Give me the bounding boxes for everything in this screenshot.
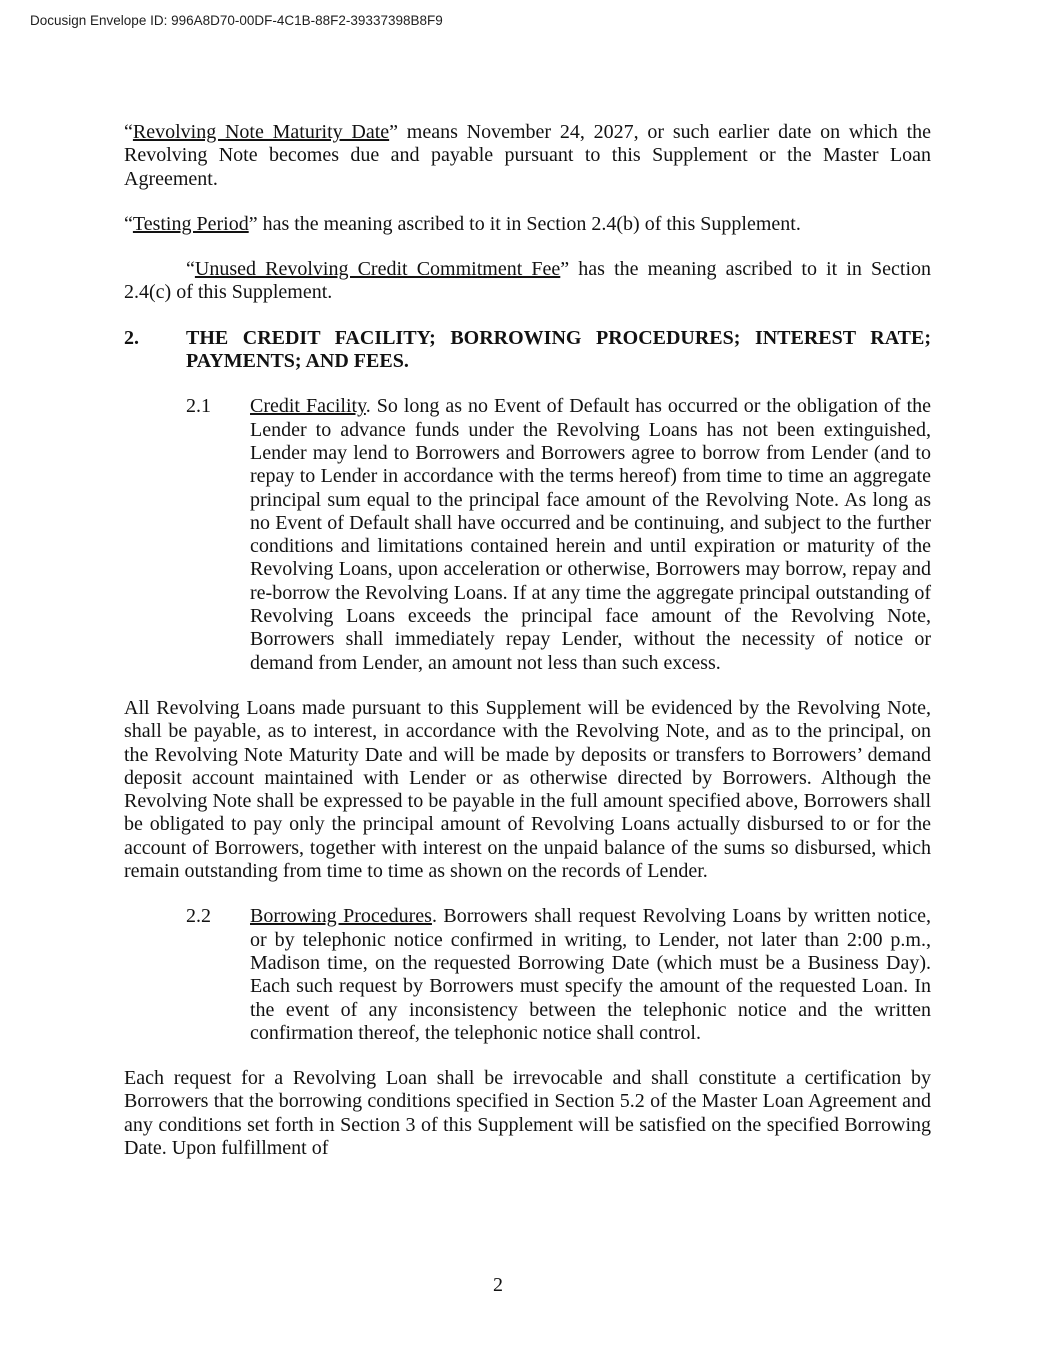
open-quote: “ xyxy=(186,258,195,281)
open-quote: “ xyxy=(124,121,133,143)
subsection-term: Borrowing Procedures xyxy=(250,905,432,928)
defined-term: Revolving Note Maturity Date xyxy=(132,121,390,143)
document-body xyxy=(124,121,931,1160)
definition-unused-revolving-credit-commitment-fee xyxy=(124,258,931,305)
subsection-number: 2.1 xyxy=(186,395,211,418)
definition-revolving-note-maturity-date xyxy=(124,121,931,191)
open-quote: “ xyxy=(124,212,133,235)
section-2-1-credit-facility xyxy=(124,395,931,675)
definition-text: ” has the meaning ascribed to it in Section 2.4(c) of this Supplement. xyxy=(124,258,932,304)
subsection-term: Credit Facility xyxy=(250,395,366,418)
section-2-1-continuation-paragraph: All Revolving Loans made pursuant to this Supplement will be evidenced by the Revolving Note, shall be payable, as to interest, in accordance with the Revolving Note, and as to the principal, on the Revolving Note Maturity Date and will be made by deposits or transfers to Borrowers’ demand deposit account maintained with Lender or as otherwise directed by Borrowers. Although the Revolving Note shall be expressed to be payable in the full amount specified above, Borrowers shall be obligated to pay only the principal amount of Revolving Loans actually disbursed to or for the account of Borrowers, together with interest on the unpaid balance of the sums so disbursed, which remain outstanding from time to time as shown on the records of Lender. xyxy=(124,696,931,883)
subsection-body: . So long as no Event of Default has occurred or the obligation of the Lender to advance funds under the Revolving Loans has not been extinguished, Lender may lend to Borrowers and Borrowers agree to borrow from Lender (and to repay to Lender in accordance with the terms hereof) from time to time an aggregate principal sum equal to the principal face amount of the Revolving Note. As long as no Event of Default shall have occurred and be continuing, and subject to the further conditions and limitations contained herein and until expiration or maturity of the Revolving Loans, upon acceleration or otherwise, Borrowers may borrow, repay and re-borrow the Revolving Loans. If at any time the aggregate principal outstanding of Revolving Loans exceeds the principal face amount of the Revolving Note, Borrowers shall immediately repay Lender, without the necessity of notice or demand from Lender, an amount not less than such excess. xyxy=(250,395,931,674)
docusign-envelope-id: Docusign Envelope ID: 996A8D70-00DF-4C1B-88F2-39337398B8F9 xyxy=(30,13,443,28)
definition-testing-period xyxy=(124,213,931,236)
defined-term: Testing Period xyxy=(132,212,249,235)
definition-text: ” means November 24, 2027, or such earlier date on which the Revolving Note becomes due and payable pursuant to this Supplement or the Master Loan Agreement. xyxy=(124,121,932,190)
section-heading-text: THE CREDIT FACILITY; BORROWING PROCEDURES; INTEREST RATE; PAYMENTS; AND FEES. xyxy=(186,326,931,373)
page-number: 2 xyxy=(493,1274,503,1296)
section-2-2-continuation-paragraph: Each request for a Revolving Loan shall be irrevocable and shall constitute a certification by Borrowers that the borrowing conditions specified in Section 5.2 of the Master Loan Agreement and any conditions set forth in Section 3 of this Supplement will be satisfied on the specified Borrowing Date. Upon fulfillment of xyxy=(124,1067,931,1159)
subsection-number: 2.2 xyxy=(186,905,211,928)
definition-text: ” has the meaning ascribed to it in Section 2.4(b) of this Supplement. xyxy=(248,212,801,235)
subsection-body: . Borrowers shall request Revolving Loans by written notice, or by telephonic notice confirmed in writing, to Lender, not later than 2:00 p.m., Madison time, on the requested Borrowing Date (which must be a Business Day). Each such request by Borrowers must specify the amount of the requested Loan. In the event of any inconsistency between the telephonic notice and the written confirmation thereof, the telephonic notice shall control. xyxy=(250,905,931,1044)
section-2-2-borrowing-procedures xyxy=(124,905,931,1045)
section-number: 2. xyxy=(124,326,139,349)
defined-term: Unused Revolving Credit Commitment Fee xyxy=(194,258,561,281)
section-2-heading xyxy=(124,327,931,374)
